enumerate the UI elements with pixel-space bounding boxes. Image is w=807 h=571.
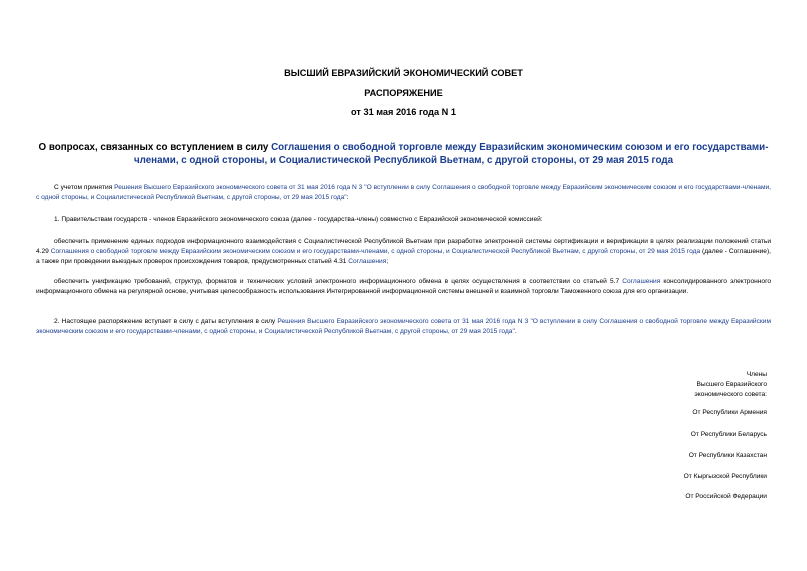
paragraph-item-2 <box>36 317 771 337</box>
item-1a-text-1: обеспечить применение единых подходов информационного взаимодействия с Социалистической Республикой Вьетнам при разработке электронной системы сертификации и верификации в целях реализации положений статьи 4.29 <box>36 238 771 255</box>
paragraph-item-1-b <box>36 277 771 297</box>
signatories-heading-line-2: Высшего Евразийского <box>696 381 767 388</box>
preamble-suffix: : <box>346 194 349 201</box>
item-1a-agreement-short-link[interactable]: Соглашения <box>348 258 387 265</box>
council-name: ВЫСШИЙ ЕВРАЗИЙСКИЙ ЭКОНОМИЧЕСКИЙ СОВЕТ <box>284 68 523 78</box>
preamble-decision-link[interactable]: Решения Высшего Евразийского экономического совета от 31 мая 2016 года N 3 "О вступлении в силу Соглашения о свободной торговле между Евразийским экономическим союзом и его государствами-членами, с одной стороны, и Социалистической Республикой Вьетнам, с другой стороны, от 29 мая 2015 года" <box>36 184 771 201</box>
item-1a-agreement-link[interactable]: Соглашения о свободной торговле между Евразийским экономическим союзом и его государствами-членами, с одной стороны, и Социалистической Республикой Вьетнам, с другой стороны, от 29 мая 2015 года <box>50 248 701 255</box>
signatories-heading-line-3: экономического совета: <box>694 391 767 398</box>
signatory-armenia: От Республики Армения <box>692 409 767 416</box>
item-1b-agreement-link[interactable]: Соглашения <box>622 278 661 285</box>
signatory-kazakhstan: От Республики Казахстан <box>688 452 767 459</box>
item-1b-text-1: обеспечить унификацию требований, структур, форматов и технических условий электронного информационного обмена в целях осуществления в соответствии со статьей 5.7 <box>54 278 623 285</box>
document-date-number: от 31 мая 2016 года N 1 <box>351 107 456 117</box>
signatory-belarus: От Республики Беларусь <box>690 431 767 438</box>
title-agreement-link[interactable]: Соглашения о свободной торговле между Евразийским экономическим союзом и его государствами-членами, с одной стороны, и Социалистической Республикой Вьетнам, с другой стороны, от 29 мая 2015 года <box>133 142 769 166</box>
signatories-heading <box>694 370 767 400</box>
title-prefix: О вопросах, связанных со вступлением в силу <box>38 142 272 153</box>
item-2-prefix: 2. Настоящее распоряжение вступает в силу с даты вступления в силу <box>54 318 278 325</box>
paragraph-item-1-a <box>36 237 771 267</box>
item-1b-text-2: консолидированного электронного информационного обмена на регулярной основе, учитывая целесообразность использования Интегрированной информационной системы внешней и взаимной торговли Таможенного союза для его организации. <box>36 278 771 295</box>
item-1a-text-2: (далее - Соглашение), а также при проведении выездных проверок происхождения товаров, предусмотренных статьей 4.31 <box>36 248 772 265</box>
signatories-heading-line-1: Члены <box>746 371 767 378</box>
item-2-suffix: . <box>514 328 517 335</box>
preamble-prefix: С учетом принятия <box>54 184 115 191</box>
paragraph-preamble <box>36 183 771 203</box>
document-type: РАСПОРЯЖЕНИЕ <box>364 88 443 98</box>
item-2-decision-link[interactable]: Решения Высшего Евразийского экономического совета от 31 мая 2016 года N 3 "О вступлении в силу Соглашения о свободной торговле между Евразийским экономическим союзом и его государствами-членами, с одной стороны, и Социалистической Республикой Вьетнам, с другой стороны, от 29 мая 2015 года" <box>36 318 771 335</box>
document-title <box>36 141 771 167</box>
signatory-russia: От Российской Федерации <box>685 493 767 500</box>
signatory-kyrgyzstan: От Кыргызской Республики <box>683 473 767 480</box>
item-1a-text-3: ; <box>386 258 389 265</box>
paragraph-item-1: 1. Правительствам государств - членов Евразийского экономического союза (далее - государства-члены) совместно с Евразийской экономической комиссией: <box>54 216 543 223</box>
